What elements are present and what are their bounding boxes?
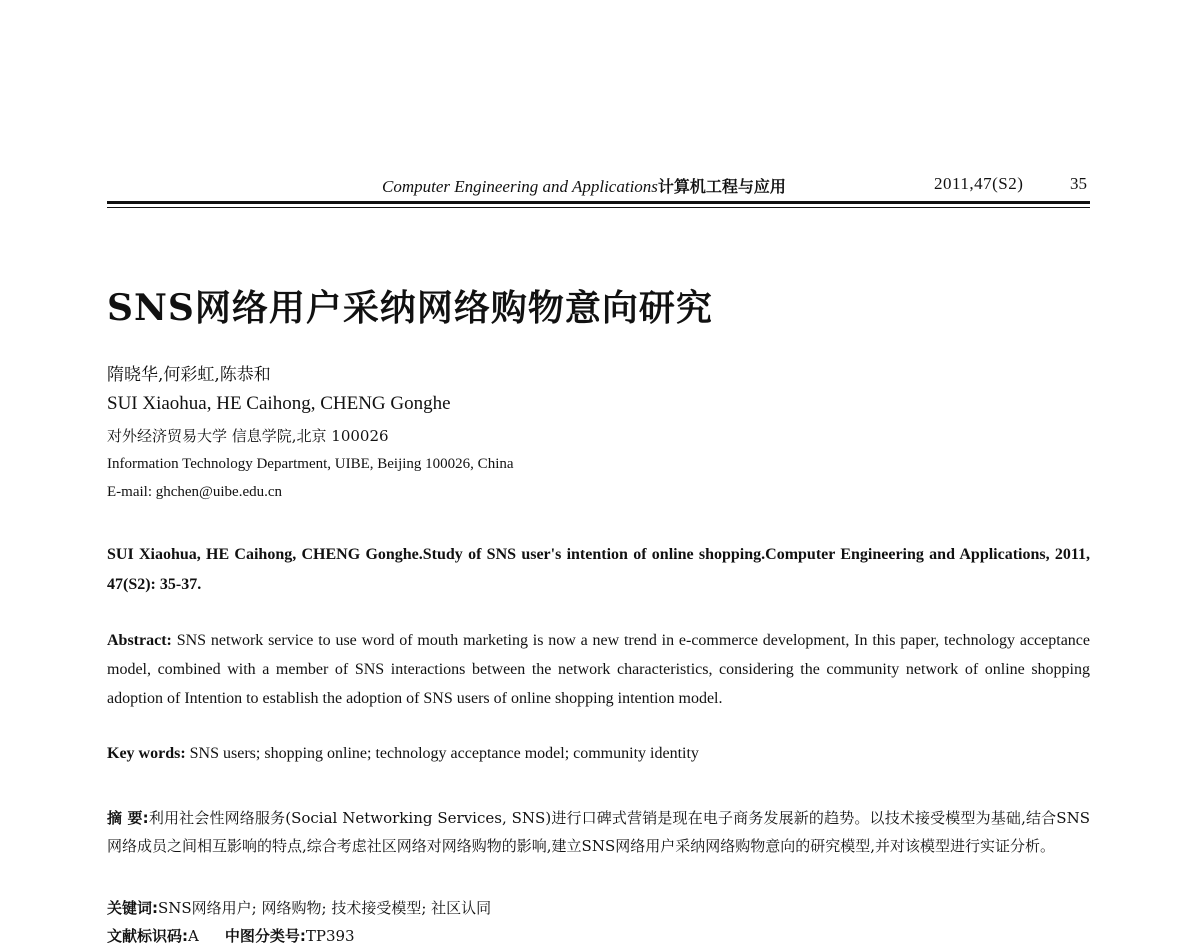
issue-number: 2011,47(S2)	[934, 174, 1024, 193]
affiliation-cn: 对外经济贸易大学 信息学院,北京 100026	[107, 427, 389, 445]
clc-code: TP393	[305, 927, 355, 945]
journal-name-en: Computer Engineering and Applications	[382, 177, 658, 196]
keywords-cn	[107, 897, 491, 918]
abstract-cn-text: 利用社会性网络服务(Social Networking Services, SNS)进行口碑式营销是现在电子商务发展新的趋势。以技术接受模型为基础,结合SNS网络成员之间相互影响的特点,综合考虑社区网络对网络购物的影响,建立SNS网络用户采纳网络购物意向的研究模型,并对该模型进行实证分析。	[107, 809, 1090, 855]
doc-code-label: 文献标识码:	[107, 927, 188, 945]
doc-code: A	[188, 927, 199, 945]
authors-cn: 隋晓华,何彩虹,陈恭和	[107, 365, 271, 385]
affiliation-en: Information Technology Department, UIBE, Beijing 100026, China	[107, 456, 514, 472]
keywords-en	[107, 745, 699, 763]
keywords-cn-label: 关键词:	[107, 899, 158, 917]
classification-codes	[107, 925, 355, 946]
header-rule-thin	[107, 207, 1090, 208]
abstract-label: Abstract:	[107, 632, 172, 649]
citation: SUI Xiaohua, HE Caihong, CHENG Gonghe.Study of SNS user's intention of online shopping.Computer Engineering and Applications, 2011, 47(S2): 35-37.	[107, 546, 1090, 593]
abstract-cn-label: 摘 要:	[107, 809, 149, 827]
running-header-journal	[382, 174, 786, 197]
header-rule-thick	[107, 201, 1090, 204]
keywords-label: Key words:	[107, 745, 186, 762]
author-email: E-mail: ghchen@uibe.edu.cn	[107, 484, 283, 500]
authors-en: SUI Xiaohua, HE Caihong, CHENG Gonghe	[107, 393, 451, 414]
paper-title: SNS网络用户采纳网络购物意向研究	[107, 287, 713, 329]
abstract-cn	[107, 804, 1090, 860]
keywords-cn-text: SNS网络用户; 网络购物; 技术接受模型; 社区认同	[158, 899, 492, 917]
clc-label: 中图分类号:	[224, 927, 306, 945]
keywords-text: SNS users; shopping online; technology acceptance model; community identity	[189, 745, 699, 762]
abstract-en	[107, 626, 1090, 713]
abstract-text: SNS network service to use word of mouth marketing is now a new trend in e-commerce development, In this paper, technology acceptance model, combined with a member of SNS interactions between the network characteristics, considering the community network of online shopping adoption of Intention to establish the adoption of SNS users of online shopping intention model.	[107, 632, 1090, 707]
journal-name-cn: 计算机工程与应用	[657, 177, 786, 196]
page-number: 35	[1070, 174, 1087, 193]
